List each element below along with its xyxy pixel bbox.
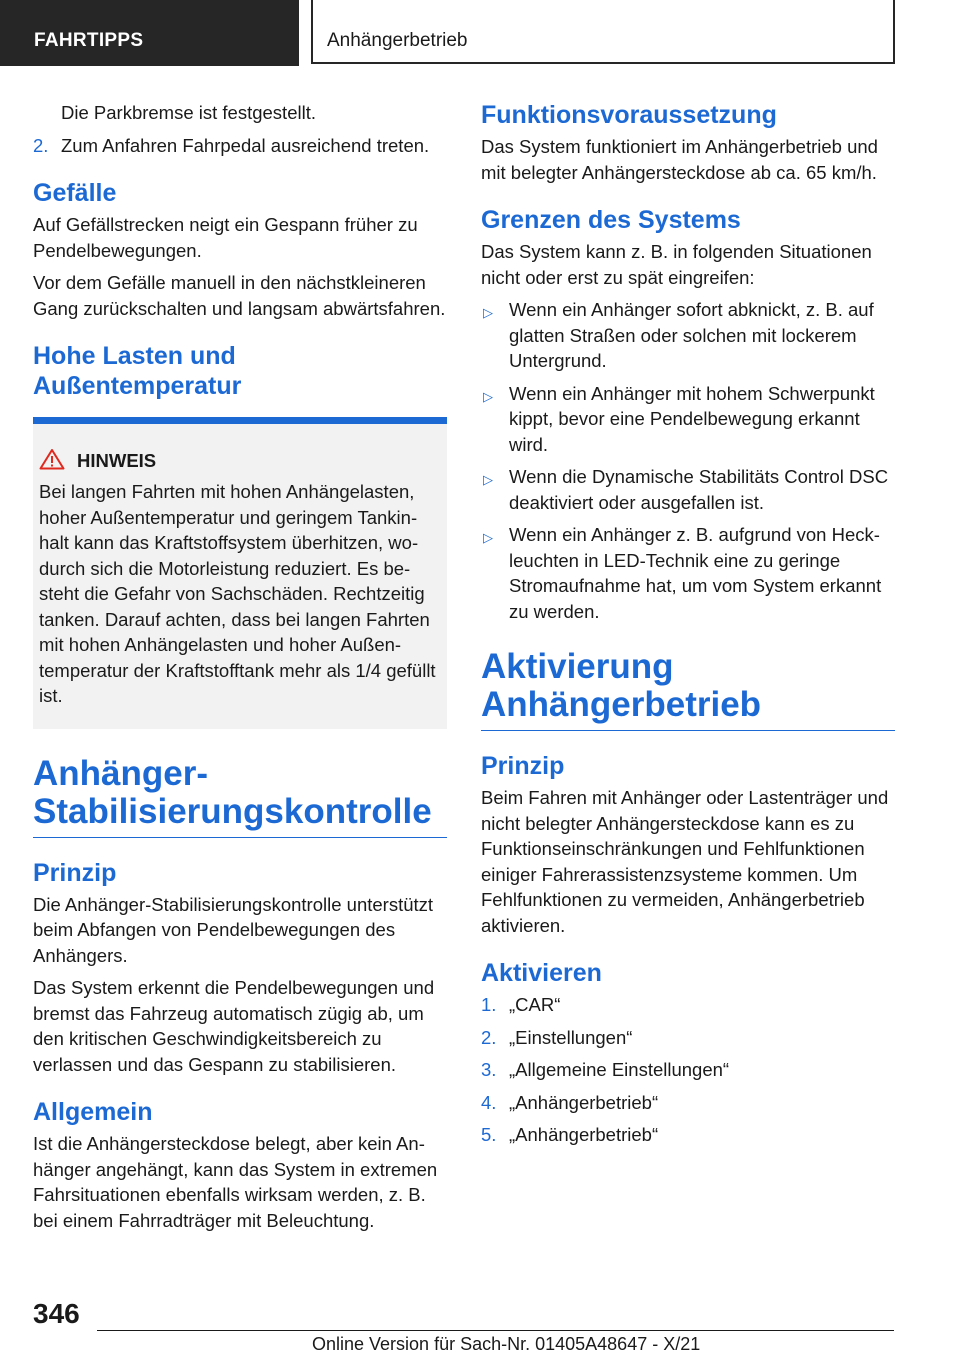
left-column bbox=[33, 100, 447, 1240]
step-text: „CAR“ bbox=[509, 994, 561, 1015]
bullet-text: Wenn ein Anhänger z. B. aufgrund von Heckleuchten in LED-Technik eine zu geringe Stromaufnahme hat, um vom System erkannt zu werden. bbox=[509, 524, 882, 622]
paragraph: Die Anhänger-Stabilisierungskontrolle unterstützt beim Abfangen von Pendelbewegungen des Anhängers. bbox=[33, 893, 434, 966]
list-item bbox=[481, 1122, 895, 1148]
step-number: 5. bbox=[481, 1124, 497, 1145]
step-number: 3. bbox=[481, 1059, 497, 1080]
note-header bbox=[39, 448, 437, 473]
triangle-bullet-icon: ▷ bbox=[483, 305, 493, 320]
bullet-text: Wenn die Dynamische Stabilitäts Control DSC deaktiviert oder ausgefallen ist. bbox=[509, 466, 889, 513]
step-number: 2. bbox=[33, 134, 49, 156]
list-item bbox=[481, 1025, 895, 1051]
paragraph: Das System erkennt die Pendelbewegungen und bremst das Fahrzeug automatisch zügig ab, um den kritischen Geschwindigkeitsbereich zu verlassen und das Gespann zu stabilisieren. bbox=[33, 977, 435, 1075]
header-chapter-tab bbox=[311, 0, 895, 64]
header-section-label: FAHRTIPPS bbox=[34, 30, 144, 51]
list-item bbox=[481, 381, 895, 458]
heading-hohe-lasten: Hohe Lasten und Außentemperatur bbox=[33, 342, 242, 400]
triangle-bullet-icon: ▷ bbox=[483, 530, 493, 545]
step-text: „Allgemeine Einstellungen“ bbox=[509, 1059, 730, 1080]
footer-divider bbox=[97, 1330, 894, 1331]
bullet-text: Wenn ein Anhänger mit hohem Schwerpunkt kippt, bevor eine Pendelbewegung erkannt wird. bbox=[509, 382, 875, 455]
activation-steps bbox=[481, 992, 895, 1148]
heading-prinzip: Prinzip bbox=[481, 752, 565, 780]
note-text: Bei langen Fahrten mit hohen Anhängelasten, hoher Außentemperatur und geringem Tankinhalt kann das Kraftstoffsystem überhitzen, wodurch sich die Motorleistung reduziert. Es besteht die Gefahr von Sachschäden. Rechtzeitig tanken. Darauf achten, dass bei langen Fahrten mit hohen Anhängelasten und hoher Außentemperatur der Kraftstofftank mehr als 1/4 gefüllt ist. bbox=[39, 481, 436, 706]
list-item bbox=[33, 133, 447, 159]
continued-text: Die Parkbremse ist festgestellt. bbox=[61, 102, 316, 123]
heading-funktionsvoraussetzung: Funktionsvoraussetzung bbox=[481, 101, 777, 129]
note-box bbox=[33, 417, 447, 729]
note-label: HINWEIS bbox=[77, 450, 157, 471]
paragraph: Beim Fahren mit Anhänger oder Lastenträger und nicht belegter Anhängersteckdose kann es zu Funktionseinschränkungen und Fehlfunktionen einiger Fahrerassistenzsysteme kommen. Um Fehlfunktionen zu vermeiden, Anhängerbetrieb aktivieren. bbox=[481, 787, 889, 936]
heading-allgemein: Allgemein bbox=[33, 1098, 153, 1126]
step-number: 4. bbox=[481, 1091, 497, 1113]
page-number: 346 bbox=[33, 1298, 80, 1329]
paragraph: Vor dem Gefälle manuell in den nächstkleineren Gang zurückschalten und langsam abwärtsfahren. bbox=[33, 272, 446, 319]
heading-stabilisierungskontrolle: Anhänger-Stabilisierungskontrolle bbox=[33, 755, 447, 838]
heading-prinzip: Prinzip bbox=[33, 858, 117, 887]
list-item bbox=[481, 1090, 895, 1116]
header-chapter-label: Anhängerbetrieb bbox=[327, 30, 468, 51]
paragraph: Das System kann z. B. in folgenden Situationen nicht oder erst zu spät eingreifen: bbox=[481, 241, 872, 288]
step-number: 2. bbox=[481, 1026, 497, 1048]
right-column bbox=[481, 100, 895, 1155]
paragraph: Auf Gefällstrecken neigt ein Gespann früher zu Pendelbewegungen. bbox=[33, 214, 418, 261]
list-item bbox=[481, 522, 895, 624]
step-number: 1. bbox=[481, 994, 497, 1015]
list-item bbox=[481, 992, 895, 1018]
step-text: „Anhängerbetrieb“ bbox=[509, 1091, 659, 1113]
step-text: „Einstellungen“ bbox=[509, 1026, 633, 1048]
heading-aktivieren: Aktivieren bbox=[481, 959, 602, 987]
paragraph: Ist die Anhängersteckdose belegt, aber kein Anhänger angehängt, kann das System in extremen Fahrsituationen ebenfalls wirksam werden, z. B. bei einem Fahrradträger mit Beleuchtung. bbox=[33, 1133, 438, 1231]
paragraph: Das System funktioniert im Anhängerbetrieb und mit belegter Anhängersteckdose ab ca. 65 km/h. bbox=[481, 136, 878, 183]
list-item bbox=[481, 464, 895, 515]
triangle-bullet-icon: ▷ bbox=[483, 472, 493, 487]
header-section-tab bbox=[0, 0, 299, 66]
heading-gefaelle: Gefälle bbox=[33, 179, 117, 207]
list-item bbox=[481, 1057, 895, 1083]
continued-steps bbox=[33, 133, 447, 159]
step-text: Zum Anfahren Fahrpedal ausreichend treten. bbox=[61, 134, 430, 156]
triangle-bullet-icon: ▷ bbox=[483, 388, 493, 404]
limitations-list bbox=[481, 297, 895, 624]
footer-version: Online Version für Sach-Nr. 01405A48647 - X/21 bbox=[312, 1334, 701, 1354]
heading-aktivierung: Aktivierung Anhängerbetrieb bbox=[481, 648, 895, 731]
step-text: „Anhängerbetrieb“ bbox=[509, 1124, 659, 1145]
bullet-text: Wenn ein Anhänger sofort abknickt, z. B. auf glatten Straßen oder solchen mit lockerem Untergrund. bbox=[509, 299, 874, 371]
heading-grenzen: Grenzen des Systems bbox=[481, 206, 741, 234]
list-item bbox=[481, 297, 895, 374]
warning-icon bbox=[39, 448, 65, 470]
